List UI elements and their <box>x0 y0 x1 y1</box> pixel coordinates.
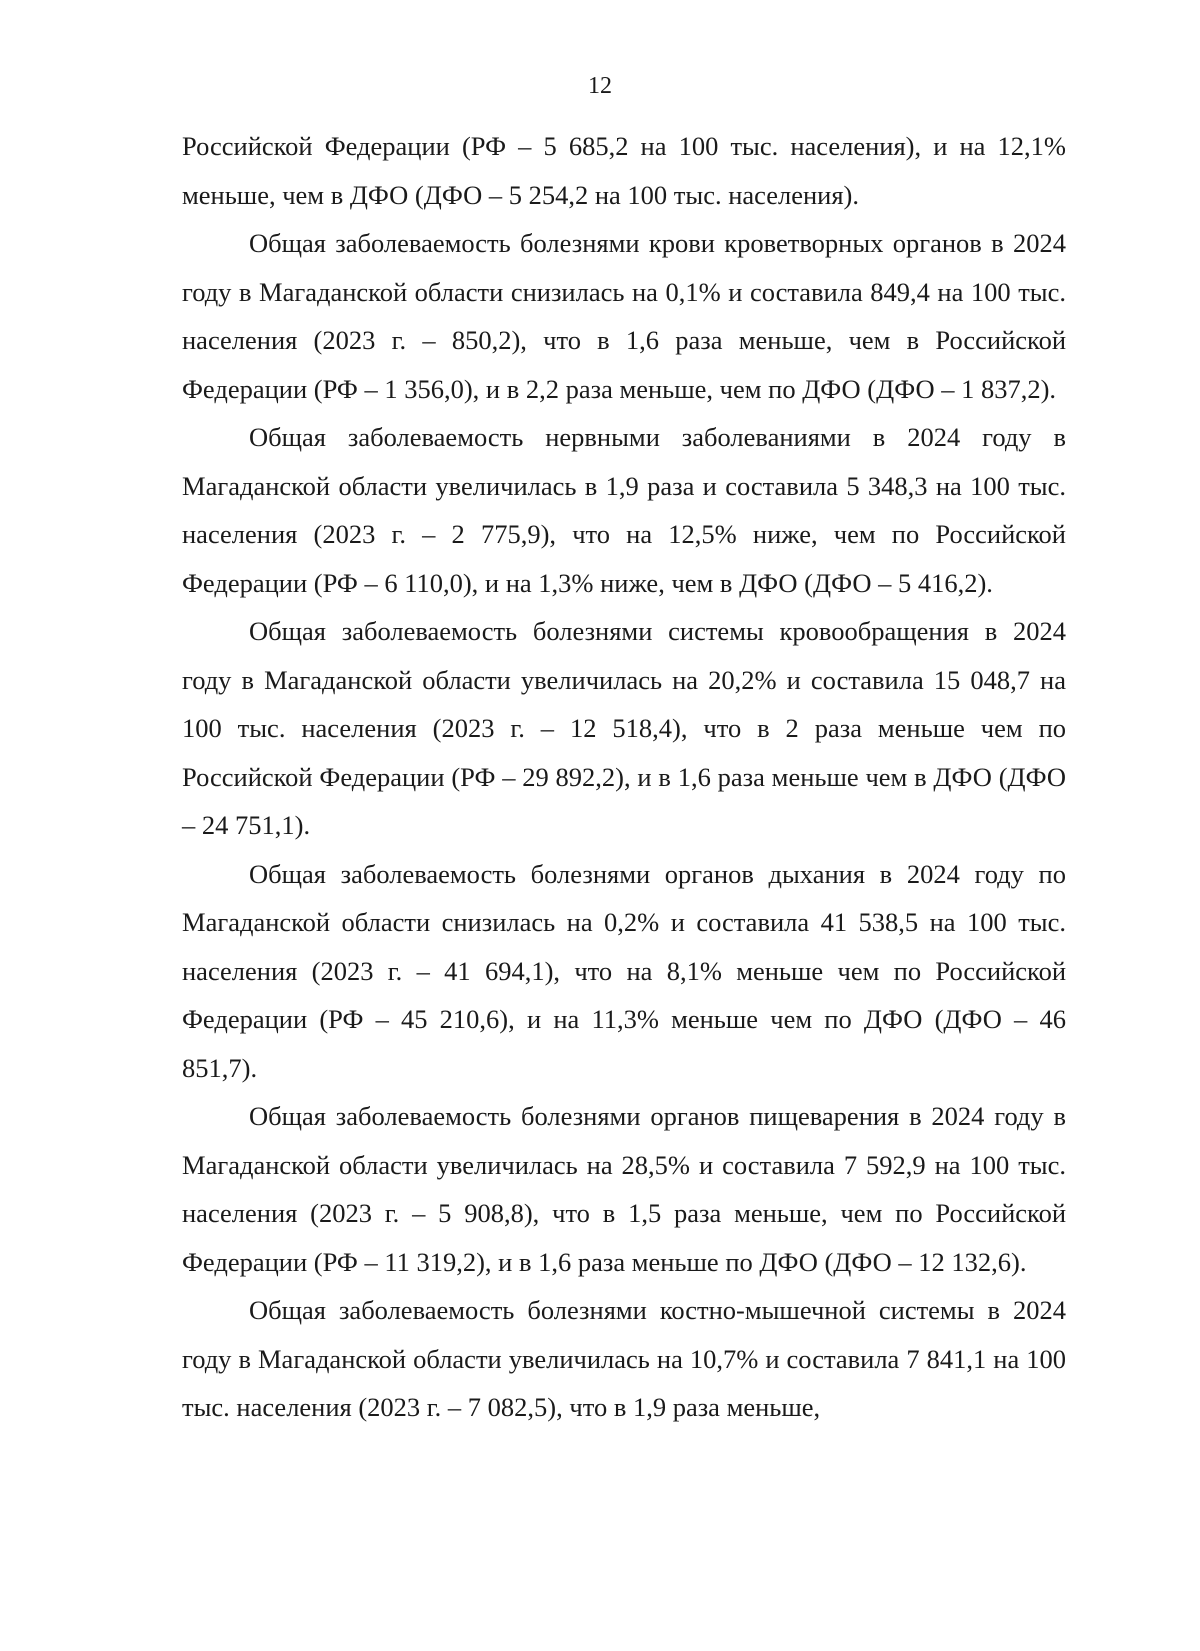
paragraph-blood-diseases: Общая заболеваемость болезнями крови кроветворных органов в 2024 году в Магаданской области снизилась на 0,1% и составила 849,4 на 100 тыс. населения (2023 г. – 850,2), что в 1,6 раза меньше, чем в Российской Федерации (РФ – 1 356,0), и в 2,2 раза меньше, чем по ДФО (ДФО – 1 837,2). <box>182 228 1066 404</box>
page-number: 12 <box>588 73 612 99</box>
paragraph-nervous-diseases: Общая заболеваемость нервными заболеваниями в 2024 году в Магаданской области увеличилась в 1,9 раза и составила 5 348,3 на 100 тыс. населения (2023 г. – 2 775,9), что на 12,5% ниже, чем по Российской Федерации (РФ – 6 110,0), и на 1,3% ниже, чем в ДФО (ДФО – 5 416,2). <box>182 422 1066 598</box>
paragraph-respiratory-diseases: Общая заболеваемость болезнями органов дыхания в 2024 году по Магаданской области снизилась на 0,2% и составила 41 538,5 на 100 тыс. населения (2023 г. – 41 694,1), что на 8,1% меньше чем по Российской Федерации (РФ – 45 210,6), и на 11,3% меньше чем по ДФО (ДФО – 46 851,7). <box>182 858 1066 1083</box>
paragraph-continuation: Российской Федерации (РФ – 5 685,2 на 100 тыс. населения), и на 12,1% меньше, чем в ДФО (ДФО – 5 254,2 на 100 тыс. населения). <box>182 131 1066 210</box>
paragraph-musculoskeletal-diseases: Общая заболеваемость болезнями костно-мышечной системы в 2024 году в Магаданской области увеличилась на 10,7% и составила 7 841,1 на 100 тыс. населения (2023 г. – 7 082,5), что в 1,9 раза меньше, <box>182 1295 1066 1422</box>
paragraph-digestive-diseases: Общая заболеваемость болезнями органов пищеварения в 2024 году в Магаданской области увеличилась на 28,5% и составила 7 592,9 на 100 тыс. населения (2023 г. – 5 908,8), что в 1,5 раза меньше, чем по Российской Федерации (РФ – 11 319,2), и в 1,6 раза меньше по ДФО (ДФО – 12 132,6). <box>182 1101 1066 1277</box>
document-body <box>182 122 1066 1432</box>
paragraph-circulatory-diseases: Общая заболеваемость болезнями системы кровообращения в 2024 году в Магаданской области увеличилась на 20,2% и составила 15 048,7 на 100 тыс. населения (2023 г. – 12 518,4), что в 2 раза меньше чем по Российской Федерации (РФ – 29 892,2), и в 1,6 раза меньше чем в ДФО (ДФО – 24 751,1). <box>182 616 1066 840</box>
